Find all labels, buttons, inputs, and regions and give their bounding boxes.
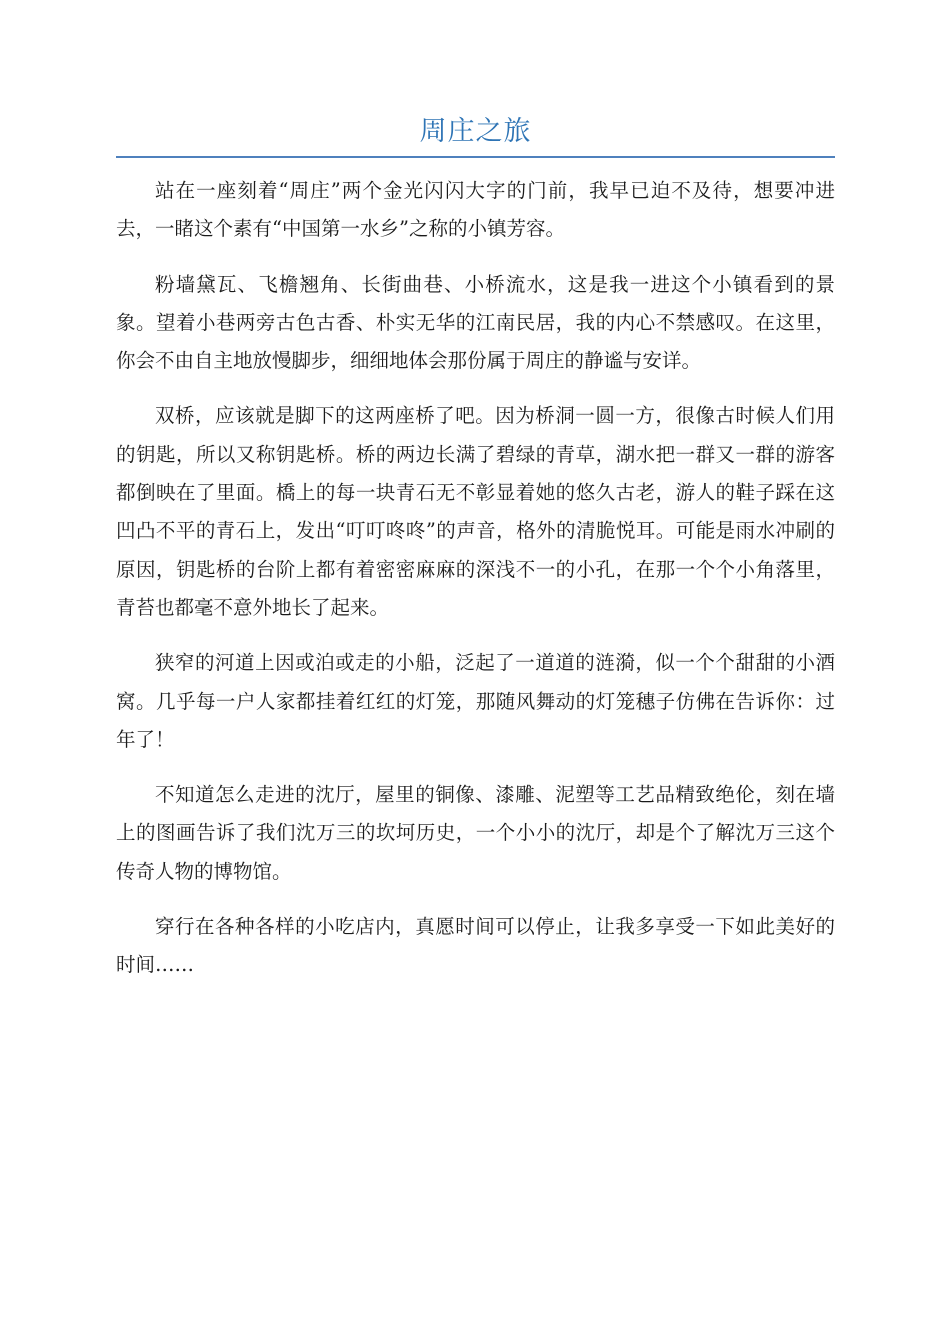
paragraph-1: 站在一座刻着“周庄”两个金光闪闪大字的门前，我早已迫不及待，想要冲进去，一睹这个素有“中国第一水乡”之称的小镇芳容。 (116, 179, 835, 241)
paragraph-3: 双桥，应该就是脚下的这两座桥了吧。因为桥洞一圆一方，很像古时候人们用的钥匙，所以又称钥匙桥。桥的两边长满了碧绿的青草，湖水把一群又一群的游客都倒映在了里面。橋上的每一块青石无不彰显着她的悠久古老，游人的鞋子踩在这凹凸不平的青石上，发出“叮叮咚咚”的声音，格外的清脆悦耳。可能是雨水冲刷的原因，钥匙桥的台阶上都有着密密麻麻的深浅不一的小孔，在那一个个小角落里，青苔也都毫不意外地长了起来。 (116, 404, 835, 619)
paragraph-5: 不知道怎么走进的沈厅，屋里的铜像、漆雕、泥塑等工艺品精致绝伦，刻在墙上的图画告诉了我们沈万三的坎坷历史，一个小小的沈厅，却是个了解沈万三这个传奇人物的博物馆。 (116, 783, 835, 883)
article-body (116, 172, 835, 1002)
page-title: 周庄之旅 (419, 116, 532, 147)
paragraph-6: 穿行在各种各样的小吃店内，真愿时间可以停止，让我多享受一下如此美好的时间…… (116, 915, 835, 977)
paragraph-4: 狭窄的河道上因或泊或走的小船，泛起了一道道的涟漪，似一个个甜甜的小酒窝。几乎每一户人家都挂着红红的灯笼，那随风舞动的灯笼穗子仿佛在告诉你：过年了！ (116, 651, 835, 751)
paragraph-2: 粉墙黛瓦、飞檐翘角、长街曲巷、小桥流水，这是我一进这个小镇看到的景象。望着小巷两旁古色古香、朴实无华的江南民居，我的内心不禁感叹。在这里，你会不由自主地放慢脚步，细细地体会那份属于周庄的静谧与安详。 (116, 272, 835, 373)
title-block (116, 112, 835, 158)
